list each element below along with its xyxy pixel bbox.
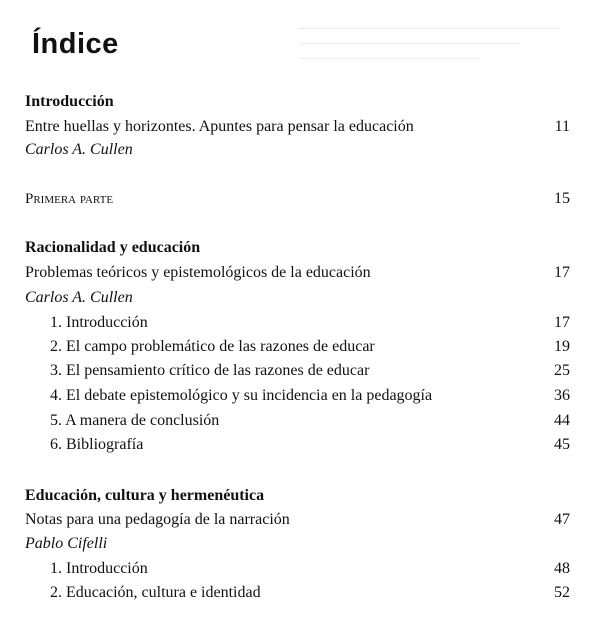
section1-item: 6. Bibliografía xyxy=(50,436,144,453)
intro-heading: Introducción xyxy=(25,93,114,110)
section2-item: 2. Educación, cultura e identidad xyxy=(50,584,261,601)
section1-item: 2. El campo problemático de las razones de educar xyxy=(50,338,375,355)
section2-author: Pablo Cifelli xyxy=(25,535,108,552)
section1-item-page: 25 xyxy=(554,362,570,379)
section2-item-page: 48 xyxy=(554,560,570,577)
section2-item: 1. Introducción xyxy=(50,560,148,577)
section1-item: 3. El pensamiento crítico de las razones de educar xyxy=(50,362,370,379)
section1-entry-page: 17 xyxy=(554,264,570,281)
section1-item: 5. A manera de conclusión xyxy=(50,412,220,429)
section1-item-page: 19 xyxy=(554,338,570,355)
section1-item: 1. Introducción xyxy=(50,314,148,331)
section2-heading: Educación, cultura y hermenéutica xyxy=(25,487,265,504)
section1-heading: Racionalidad y educación xyxy=(25,239,201,256)
section1-author: Carlos A. Cullen xyxy=(25,289,133,306)
section1-item-page: 44 xyxy=(554,412,570,429)
part-page: 15 xyxy=(554,190,570,207)
section1-item: 4. El debate epistemológico y su incidencia en la pedagogía xyxy=(50,387,433,404)
part-label: Primera parte xyxy=(25,191,114,207)
section2-item-page: 52 xyxy=(554,584,570,601)
section2-entry-page: 47 xyxy=(554,511,570,528)
section1-entry-title: Problemas teóricos y epistemológicos de la educación xyxy=(25,264,371,281)
section1-item-page: 17 xyxy=(554,314,570,331)
bleed-through-decoration xyxy=(300,18,560,78)
intro-entry-page: 11 xyxy=(554,118,570,135)
section1-item-page: 36 xyxy=(554,387,570,404)
section1-item-page: 45 xyxy=(554,436,570,453)
page-title: Índice xyxy=(32,28,119,60)
section2-entry-title: Notas para una pedagogía de la narración xyxy=(25,511,290,528)
intro-author: Carlos A. Cullen xyxy=(25,141,133,158)
intro-entry-title: Entre huellas y horizontes. Apuntes para pensar la educación xyxy=(25,118,414,135)
